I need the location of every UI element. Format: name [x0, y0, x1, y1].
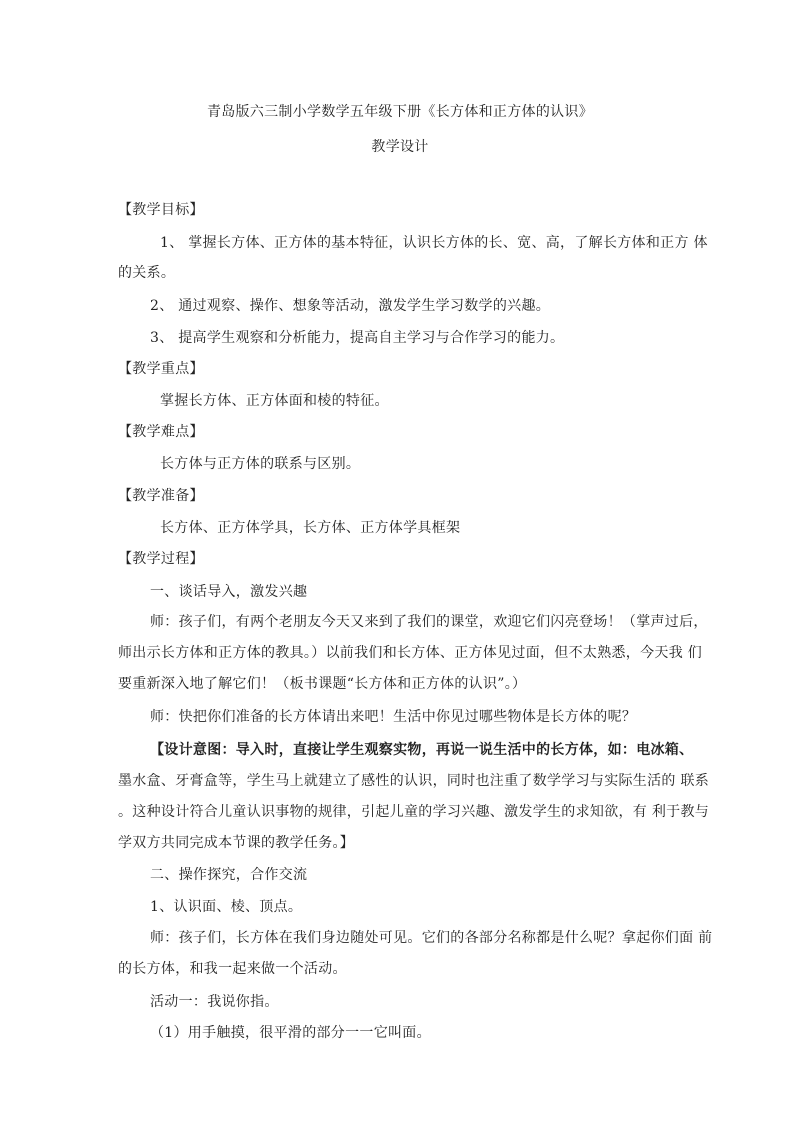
- paragraph-line: 要重新深入地了解它们！（板书课题“长方体和正方体的认识”。）: [118, 676, 527, 692]
- process-step-2-heading: 二、操作探究，合作交流: [150, 867, 308, 883]
- key-points-text: 掌握长方体、正方体面和棱的特征。: [160, 393, 389, 409]
- document-subtitle: 教学设计: [371, 139, 429, 155]
- design-intent-line: 学双方共同完成本节课的教学任务。】: [118, 835, 355, 851]
- objective-1-cont: 的关系。: [118, 265, 176, 281]
- section-heading-difficulties: 【教学难点】: [118, 424, 204, 440]
- design-intent-line: 。这种设计符合儿童认识事物的规律，引起儿童的学习兴趣、激发学生的求知欲，有 利于教与: [118, 804, 710, 820]
- paragraph-line: 师：孩子们，长方体在我们身边随处可见。它们的各部分名称都是什么呢？拿起你们面 前: [150, 930, 713, 946]
- section-heading-objectives: 【教学目标】: [118, 202, 204, 218]
- objective-2: 2、 通过观察、操作、想象等活动，激发学生学习数学的兴趣。: [150, 298, 551, 314]
- paragraph-line: 师出示长方体和正方体的教具。）以前我们和长方体、正方体见过面，但不太熟悉，今天我 们: [118, 645, 703, 661]
- paragraph-line: 师：孩子们，有两个老朋友今天又来到了我们的课堂，欢迎它们闪亮登场！（掌声过后，: [150, 614, 708, 630]
- section-heading-preparation: 【教学准备】: [118, 488, 204, 504]
- activity-heading: 活动一：我说你指。: [150, 994, 279, 1010]
- document-title: 青岛版六三制小学数学五年级下册《长方体和正方体的认识》: [206, 104, 594, 120]
- design-intent-line: 【设计意图：导入时，直接让学生观察实物，再说一说生活中的长方体，如：电冰箱、: [150, 742, 694, 758]
- design-intent-line: 墨水盒、牙膏盒等，学生马上就建立了感性的认识，同时也注重了数学学习与实际生活的 联系: [118, 773, 710, 789]
- process-step-1-heading: 一、谈话导入，激发兴趣: [150, 584, 308, 600]
- paragraph-line: 师：快把你们准备的长方体请出来吧！生活中你见过哪些物体是长方体的呢？: [150, 709, 637, 725]
- objective-3: 3、 提高学生观察和分析能力，提高自主学习与合作学习的能力。: [150, 330, 565, 346]
- section-heading-process: 【教学过程】: [118, 551, 204, 567]
- activity-step: （1）用手触摸，很平滑的部分一一它叫面。: [150, 1025, 431, 1041]
- objective-1: 1、 掌握长方体、正方体的基本特征，认识长方体的长、宽、高，了解长方体和正方 体: [160, 235, 708, 251]
- preparation-text: 长方体、正方体学具，长方体、正方体学具框架: [160, 520, 461, 536]
- paragraph-line: 的长方体，和我一起来做一个活动。: [118, 961, 347, 977]
- paragraph-line: 1、认识面、棱、顶点。: [150, 899, 303, 915]
- section-heading-key-points: 【教学重点】: [118, 361, 204, 377]
- difficulties-text: 长方体与正方体的联系与区别。: [160, 456, 361, 472]
